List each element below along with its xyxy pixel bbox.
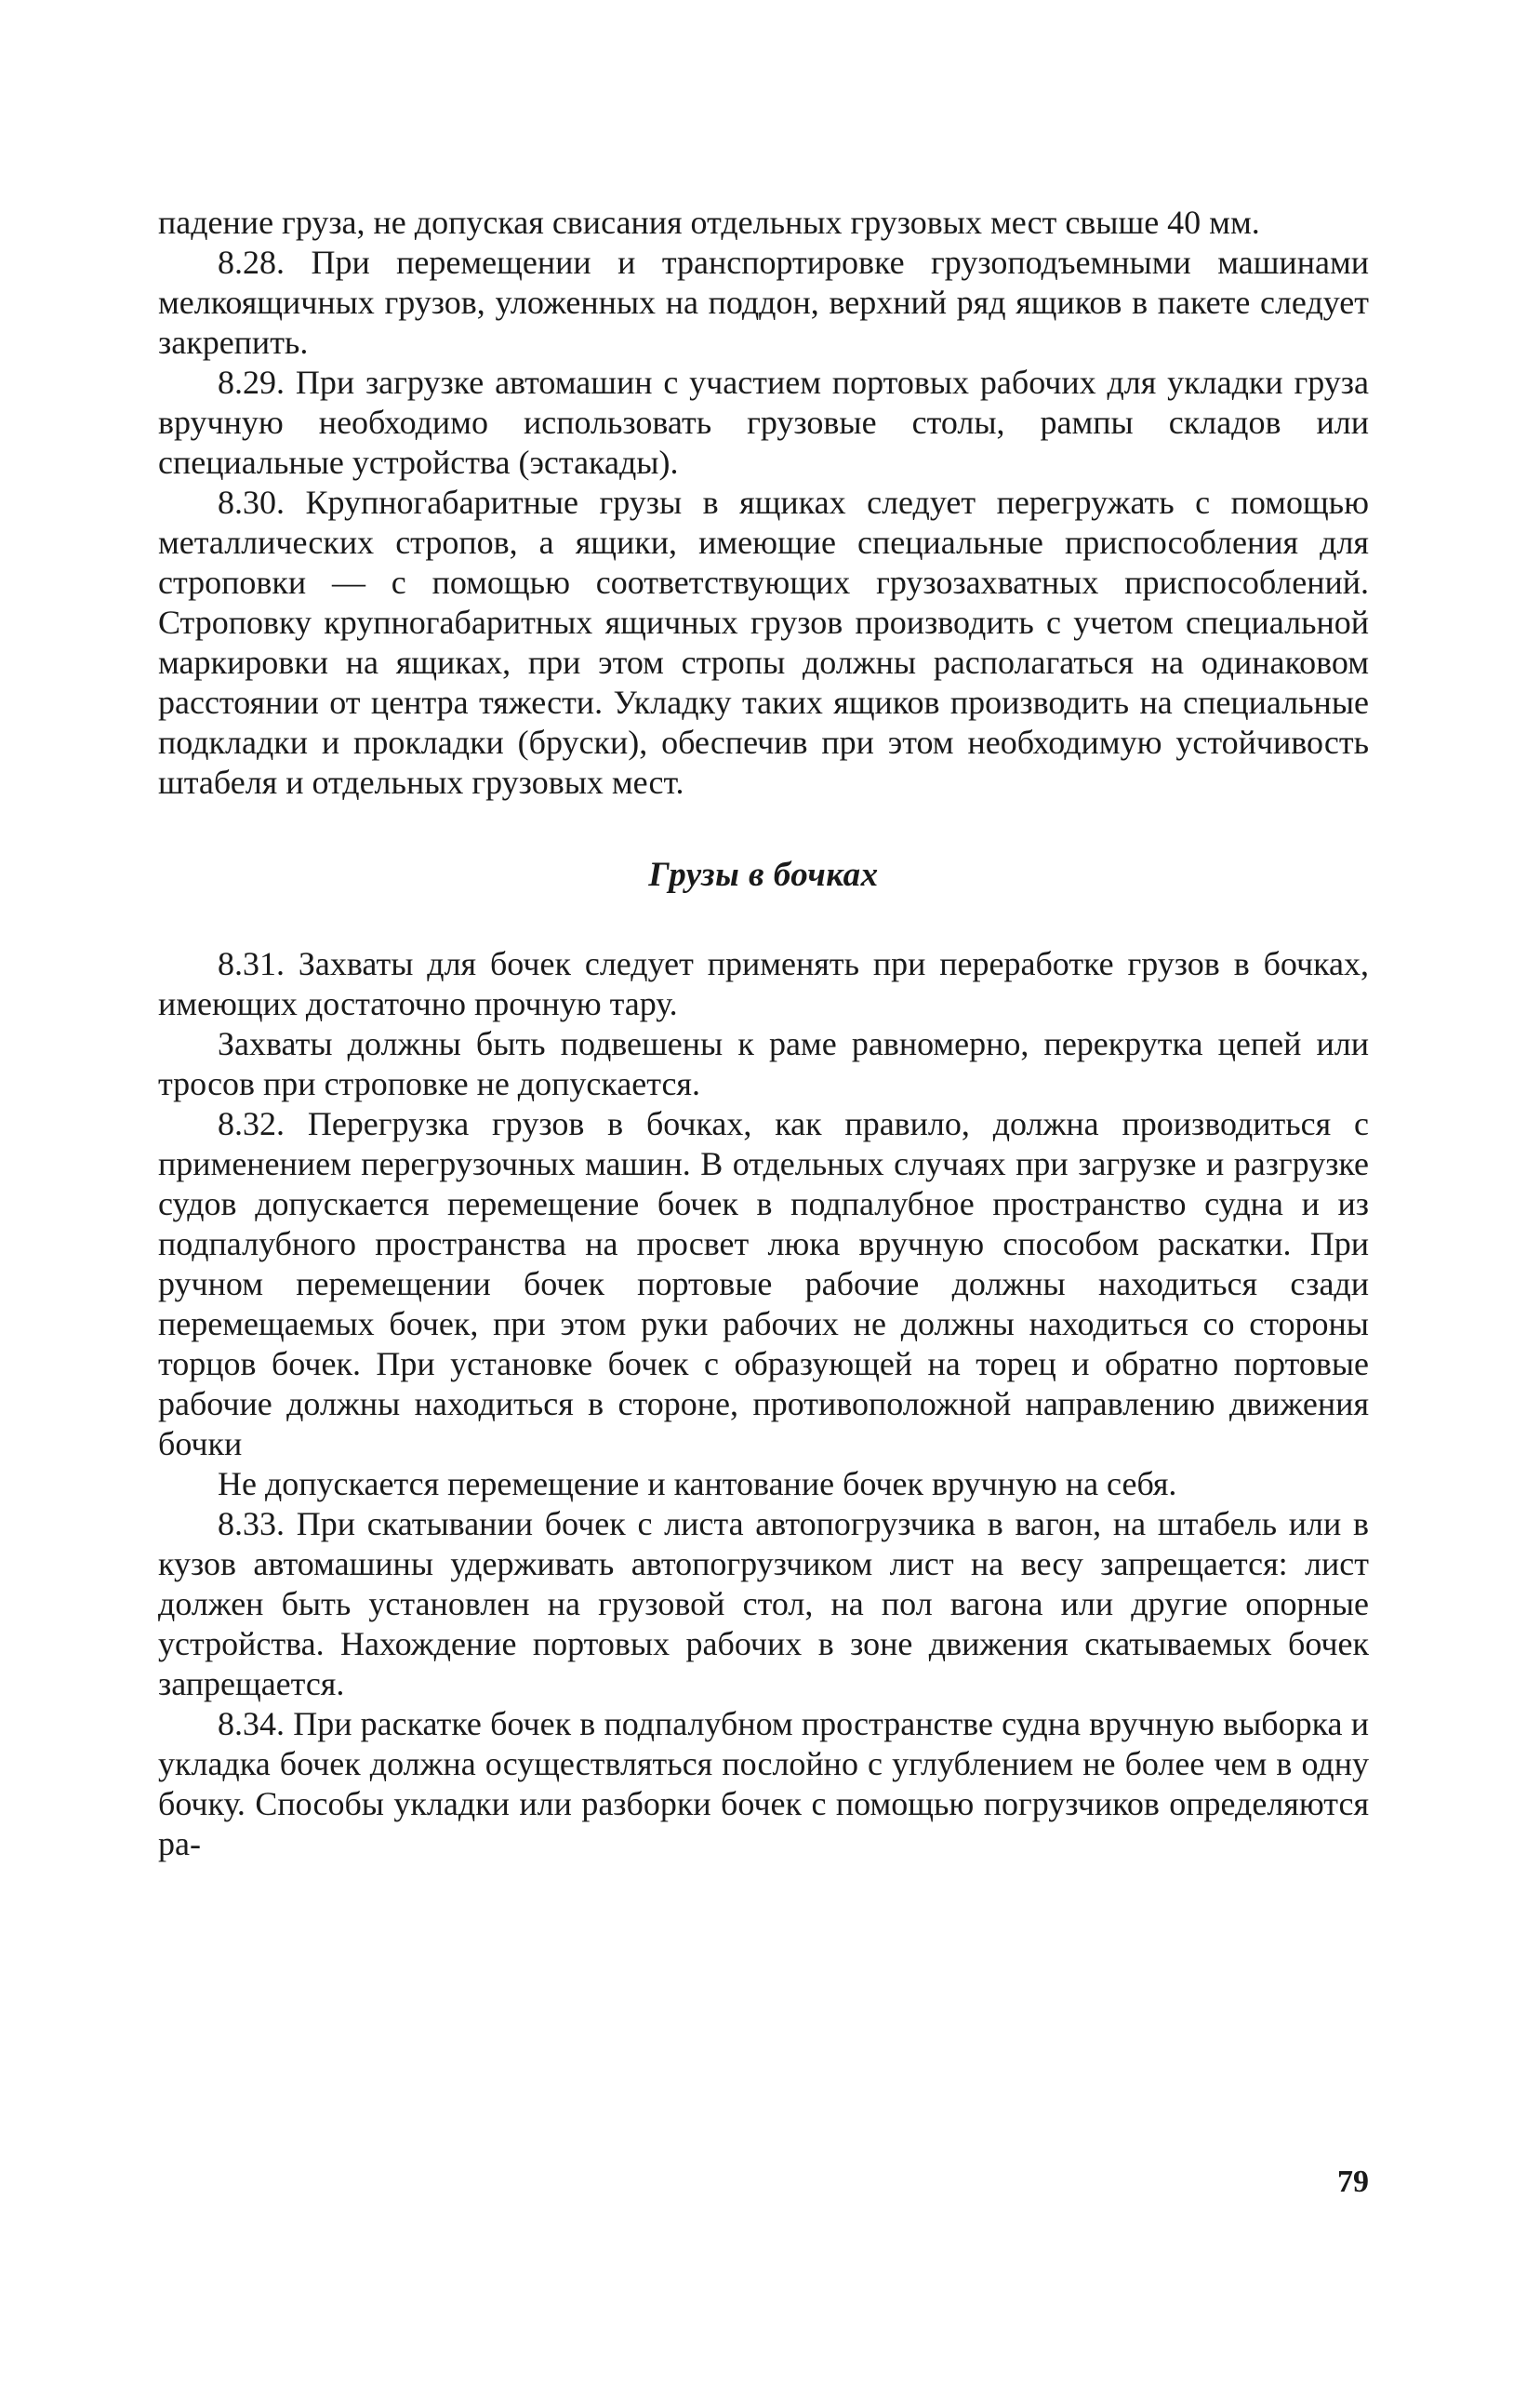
- paragraph-8-33: 8.33. При скатывании бочек с листа автопогрузчика в вагон, на штабель или в кузов автомашины удерживать автопогрузчиком лист на весу запрещается: лист должен быть установлен на грузовой стол, на пол вагона или другие опорные устройства. Нахождение портовых рабочих в зоне движения скатываемых бочек запрещается.: [158, 1505, 1369, 1702]
- paragraph-8-34: 8.34. При раскатке бочек в подпалубном пространстве судна вручную выборка и укладка бочек должна осуществляться послойно с углублением не более чем в одну бочку. Способы укладки или разборки бочек с помощью погрузчиков определяются ра-: [158, 1705, 1369, 1862]
- paragraph-8-32: 8.32. Перегрузка грузов в бочках, как правило, должна производиться с применением перегрузочных машин. В отдельных случаях при загрузке и разгрузке судов допускается перемещение бочек в подпалубное пространство судна и из подпалубного пространства на просвет люка вручную способом раскатки. При ручном перемещении бочек портовые рабочие должны находиться сзади перемещаемых бочек, при этом руки рабочих не должны находиться со стороны торцов бочек. При установке бочек с образующей на торец и обратно портовые рабочие должны находиться в стороне, противоположной направлению движения бочки: [158, 1105, 1369, 1462]
- document-page: [158, 203, 1369, 1864]
- paragraph-continuation: падение груза, не допуская свисания отдельных грузовых мест свыше 40 мм.: [158, 204, 1260, 241]
- paragraph-8-31: 8.31. Захваты для бочек следует применять при переработке грузов в бочках, имеющих достаточно прочную тару.: [158, 945, 1369, 1022]
- paragraph-8-29: 8.29. При загрузке автомашин с участием портовых рабочих для укладки груза вручную необходимо использовать грузовые столы, рампы складов или специальные устройства (эстакады).: [158, 364, 1369, 481]
- paragraph-grips: Захваты должны быть подвешены к раме равномерно, перекрутка цепей или тросов при строповке не допускается.: [158, 1025, 1369, 1102]
- paragraph-prohibition: Не допускается перемещение и кантование бочек вручную на себя.: [218, 1465, 1177, 1502]
- paragraph-8-28: 8.28. При перемещении и транспортировке грузоподъемными машинами мелкоящичных грузов, уложенных на поддон, верхний ряд ящиков в пакете следует закрепить.: [158, 244, 1369, 361]
- page-number: 79: [1337, 2165, 1369, 2199]
- paragraph-8-30: 8.30. Крупногабаритные грузы в ящиках следует перегружать с помощью металлических стропов, а ящики, имеющие специальные приспособления для строповки — с помощью соответствующих грузозахватных приспособлений. Строповку крупногабаритных ящичных грузов производить с учетом специальной маркировки на ящиках, при этом стропы должны располагаться на одинаковом расстоянии от центра тяжести. Укладку таких ящиков производить на специальные подкладки и прокладки (бруски), обеспечив при этом необходимую устойчивость штабеля и отдельных грузовых мест.: [158, 484, 1369, 801]
- section-heading: Грузы в бочках: [648, 856, 879, 894]
